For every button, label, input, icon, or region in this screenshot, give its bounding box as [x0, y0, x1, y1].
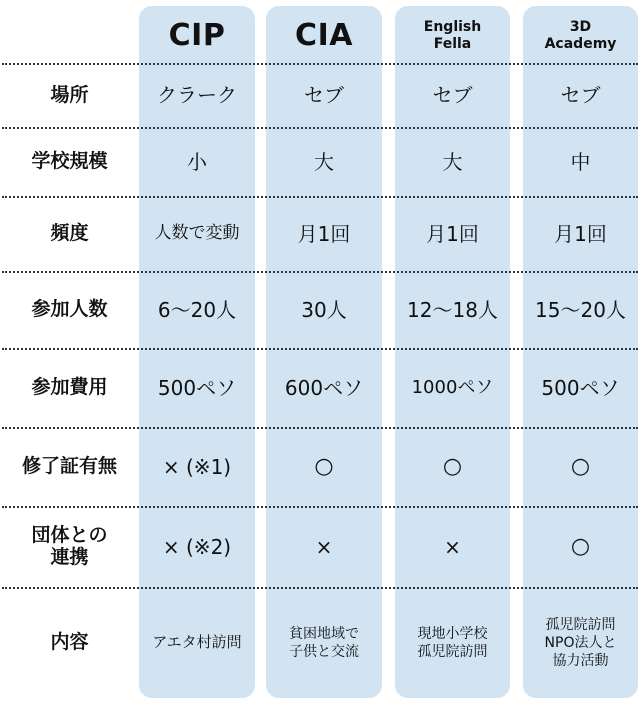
cell-content-cip: アエタ村訪問 [152, 633, 242, 652]
cell-frequency-cip: 人数で変動 [154, 223, 240, 244]
cell-frequency-3d-academy: 月1回 [554, 221, 607, 246]
cell-fee-cia: 600ペソ [284, 375, 364, 400]
row-label-frequency: 頻度 [50, 222, 89, 245]
cell-partnership-cia: × [315, 534, 333, 559]
cell-fee-english-fella: 1000ペソ [411, 376, 494, 398]
row-label-fee: 参加費用 [31, 376, 108, 399]
cell-frequency-cia: 月1回 [297, 221, 351, 246]
cell-certificate-cip: × (※1) [162, 454, 232, 479]
cell-school-size-english-fella: 大 [442, 149, 463, 174]
cell-frequency-english-fella: 月1回 [426, 221, 479, 246]
cell-location-cia: セブ [304, 83, 344, 107]
cell-school-size-cia: 大 [314, 149, 334, 174]
cell-participants-cia: 30人 [301, 297, 347, 322]
header-cia: CIA [295, 17, 353, 53]
cell-partnership-3d-academy: ○ [570, 534, 591, 560]
cell-location-english-fella: セブ [432, 83, 473, 107]
cell-content-3d-academy: 孤児院訪問 NPO法人と 協力活動 [544, 616, 617, 670]
row-label-participants: 参加人数 [31, 298, 108, 321]
cell-participants-cip: 6〜20人 [157, 297, 237, 322]
cell-partnership-cip: × (※2) [162, 534, 232, 559]
cell-school-size-3d-academy: 中 [570, 149, 591, 174]
cell-certificate-cia: ○ [314, 454, 334, 480]
row-label-organization-partnership: 団体との 連携 [31, 524, 108, 568]
cell-location-cip: クラーク [157, 83, 237, 107]
cell-school-size-cip: 小 [187, 149, 207, 174]
row-label-location: 場所 [50, 83, 89, 106]
cell-fee-3d-academy: 500ペソ [541, 375, 620, 400]
header-3d-academy: 3D Academy [544, 18, 617, 52]
cell-participants-english-fella: 12〜18人 [407, 297, 498, 322]
cell-participants-3d-academy: 15〜20人 [535, 297, 626, 322]
cell-content-cia: 貧困地域で 子供と交流 [289, 625, 359, 660]
cell-certificate-english-fella: ○ [442, 454, 463, 480]
row-label-certificate: 修了証有無 [21, 455, 117, 478]
header-english-fella: English Fella [423, 18, 482, 52]
header-cip: CIP [168, 17, 226, 53]
cell-content-english-fella: 現地小学校 孤児院訪問 [417, 625, 488, 660]
cell-partnership-english-fella: × [444, 534, 461, 559]
row-label-school-size: 学校規模 [31, 150, 108, 173]
row-label-content: 内容 [50, 631, 89, 654]
cell-location-3d-academy: セブ [560, 83, 601, 107]
cell-certificate-3d-academy: ○ [570, 454, 591, 480]
cell-fee-cip: 500ペソ [157, 375, 237, 400]
